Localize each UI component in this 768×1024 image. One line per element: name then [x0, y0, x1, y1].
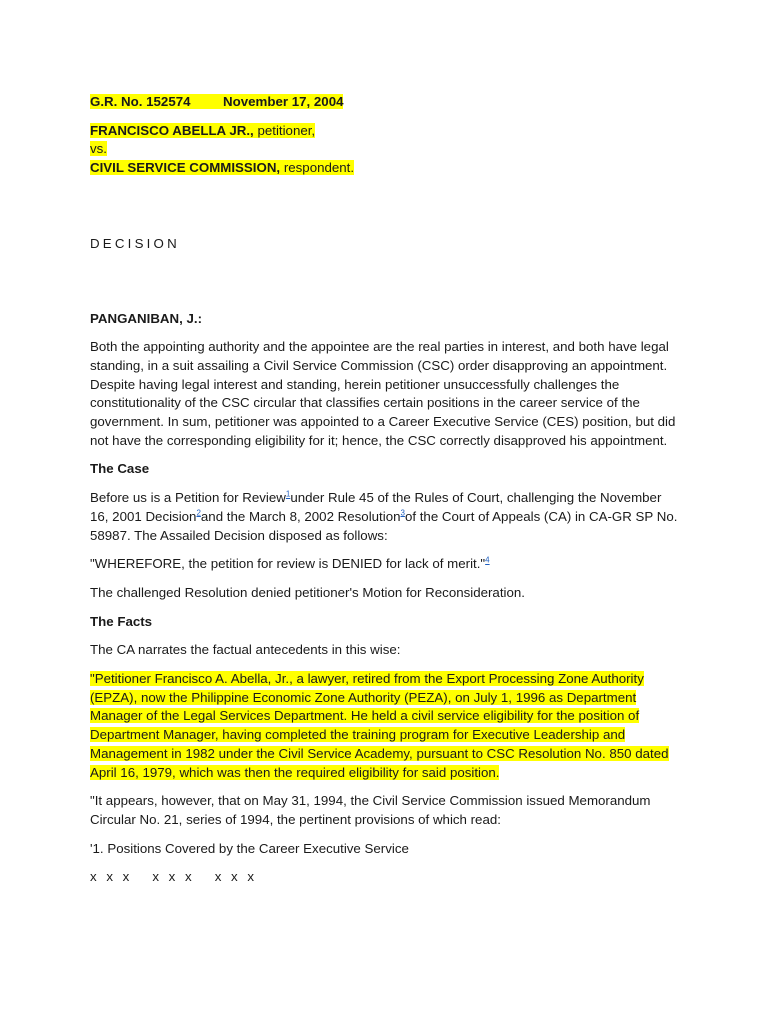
memo-paragraph: "It appears, however, that on May 31, 1994, the Civil Service Commission issued Memorandum Circular No. 21, series of 1994, the pertinent provisions of which read: — [90, 793, 651, 827]
respondent-line — [90, 159, 682, 178]
document-page — [90, 93, 682, 897]
intro-paragraph: Both the appointing authority and the appointee are the real parties in interest, and both have legal standing, in a suit assailing a Civil Service Commission (CSC) order disapproving an appointment. Despite having legal interest and standing, herein petitioner unsuccessfully challenges the constitutionality of the CSC circular that classifies certain positions in the career service of the government. In sum, petitioner was appointed to a Career Executive Service (CES) position, but did not have the corresponding eligibility for it; hence, the CSC correctly disapproved his appointment. — [90, 339, 676, 448]
case-text-b: under Rule 45 of the Rules of Court, challenging the November 16, 2001 Decision — [90, 490, 662, 524]
wherefore-paragraph — [90, 555, 682, 574]
facts-heading: The Facts — [90, 613, 153, 629]
case-paragraph — [90, 489, 682, 545]
parties-block — [90, 122, 682, 178]
respondent-role: respondent. — [280, 160, 355, 176]
respondent-name: CIVIL SERVICE COMMISSION, — [90, 160, 281, 176]
facts-intro: The CA narrates the factual antecedents in this wise: — [90, 642, 401, 658]
case-caption — [90, 93, 682, 112]
gr-number: G.R. No. 152574 — [90, 94, 191, 109]
petitioner-name: FRANCISCO ABELLA JR., — [90, 122, 254, 138]
abella-quote: "Petitioner Francisco A. Abella, Jr., a lawyer, retired from the Export Processing Zone Authority (EPZA), now the Philippine Economic Zone Authority (PEZA), on July 1, 1996 as Department Manager of the Legal Services Department. He held a civil service eligibility for the position of Department Manager, having completed the training program for Executive Leadership and Management in 1982 under the Civil Service Academy, pursuant to CSC Resolution No. 850 dated April 16, 1979, which was then the required eligibility for said position. — [90, 671, 669, 780]
omission-marks — [90, 868, 682, 887]
abella-quote-paragraph — [90, 670, 682, 782]
omission-mark-3: x x x — [214, 869, 258, 885]
omission-mark-2: x x x — [152, 869, 195, 885]
petitioner-role: petitioner, — [253, 122, 316, 138]
positions-covered: '1. Positions Covered by the Career Executive Service — [90, 840, 409, 856]
ponente: PANGANIBAN, J.: — [90, 310, 203, 326]
footnote-link-2[interactable]: 2 — [196, 508, 201, 518]
decision-title: DECISION — [90, 235, 180, 251]
challenged-paragraph: The challenged Resolution denied petitioner's Motion for Reconsideration. — [90, 584, 525, 600]
versus-line — [90, 140, 682, 159]
omission-mark-1: x x x — [90, 869, 133, 885]
case-header-highlight — [90, 94, 343, 109]
case-heading: The Case — [90, 461, 150, 477]
petitioner-line — [90, 122, 682, 141]
case-text-c: and the March 8, 2002 Resolution — [200, 508, 401, 524]
wherefore-text: "WHEREFORE, the petition for review is DENIED for lack of merit." — [90, 556, 486, 572]
footnote-link-4[interactable]: 4 — [485, 555, 490, 565]
decision-date: November 17, 2004 — [223, 94, 344, 109]
footnote-link-3[interactable]: 3 — [400, 508, 405, 518]
versus-text: vs. — [90, 141, 107, 157]
case-text-d: of the Court of Appeals (CA) in CA-GR SP No. 58987. The Assailed Decision disposed as follows: — [90, 508, 678, 543]
case-text-a: Before us is a Petition for Review — [90, 490, 286, 506]
footnote-link-1[interactable]: 1 — [285, 489, 291, 499]
